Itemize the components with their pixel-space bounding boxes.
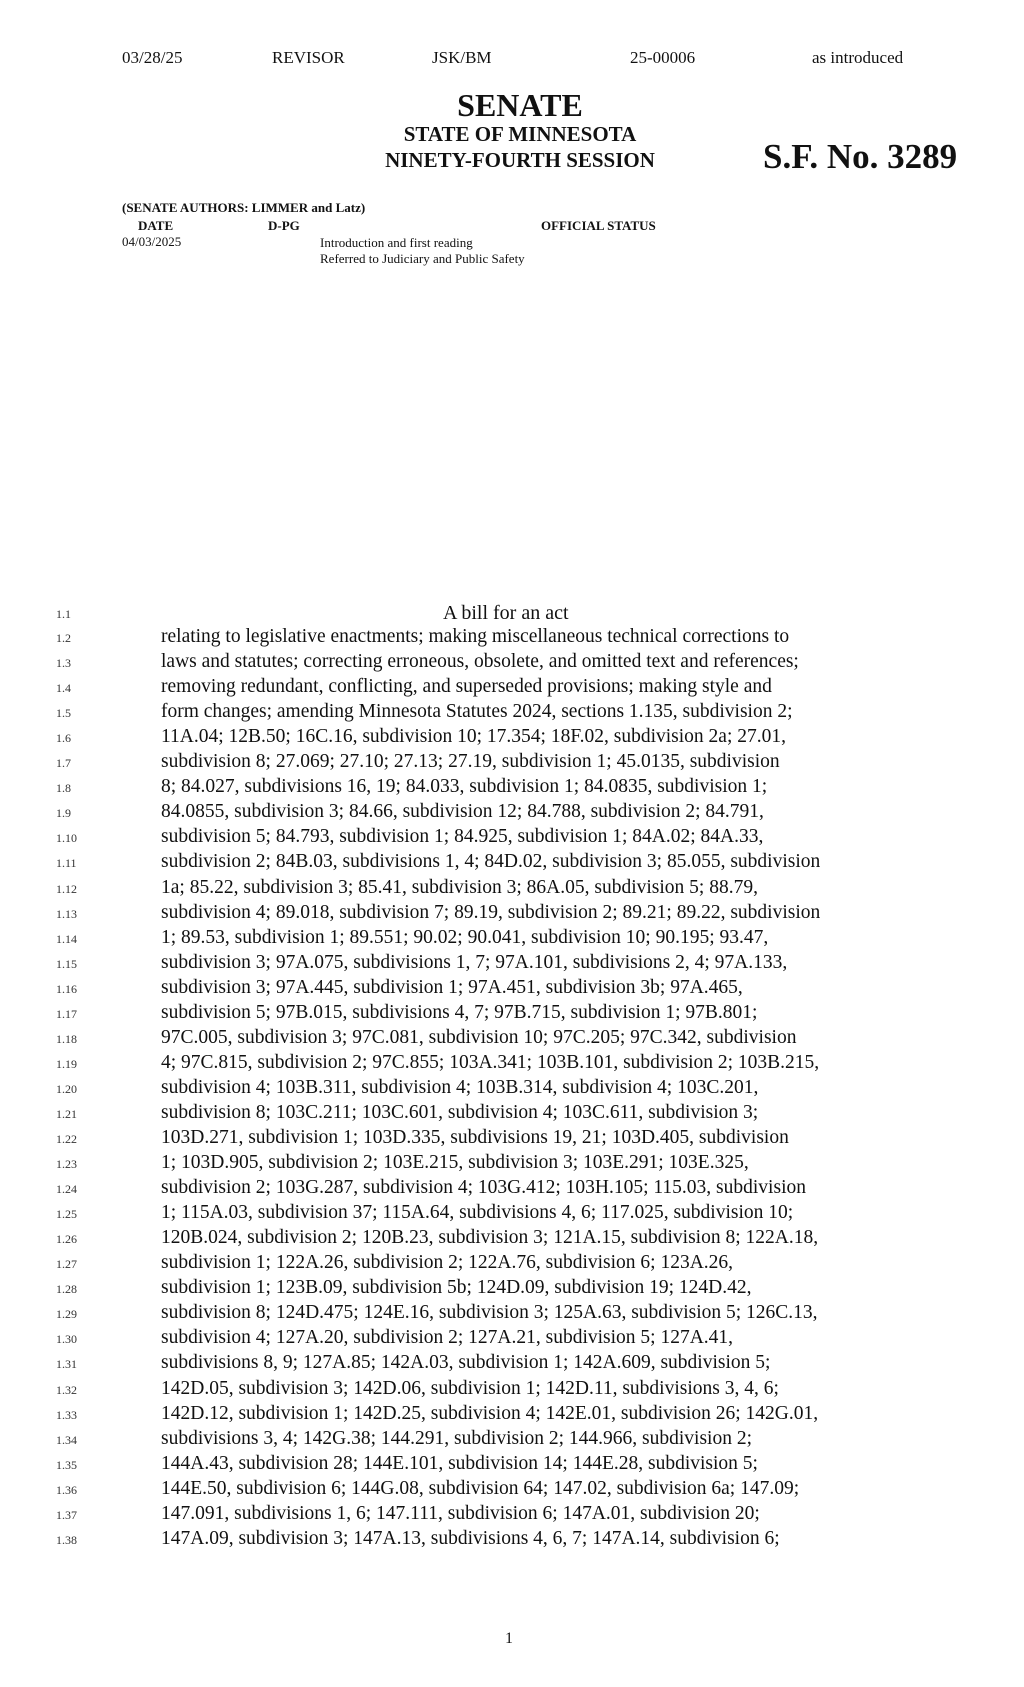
bill-line [0, 1028, 1024, 1053]
line-number: 1.34 [56, 1432, 77, 1447]
line-number: 1.17 [56, 1006, 77, 1021]
line-text: subdivisions 3, 4; 142G.38; 144.291, subdivision 2; 144.966, subdivision 2; [161, 1427, 753, 1449]
line-number: 1.38 [56, 1532, 77, 1547]
line-text: 11A.04; 12B.50; 16C.16, subdivision 10; 17.354; 18F.02, subdivision 2a; 27.01, [161, 726, 787, 748]
line-text: form changes; amending Minnesota Statutes 2024, sections 1.135, subdivision 2; [161, 701, 793, 723]
bill-line [0, 727, 1024, 752]
line-text: subdivision 4; 127A.20, subdivision 2; 127A.21, subdivision 5; 127A.41, [161, 1327, 734, 1349]
line-text: 142D.12, subdivision 1; 142D.25, subdivision 4; 142E.01, subdivision 26; 142G.01, [161, 1402, 819, 1424]
bill-line [0, 928, 1024, 953]
line-number: 1.28 [56, 1282, 77, 1297]
line-number: 1.37 [56, 1507, 77, 1522]
line-number: 1.3 [56, 656, 71, 671]
line-number: 1.32 [56, 1382, 77, 1397]
line-number: 1.16 [56, 981, 77, 996]
bill-title: A bill for an act [443, 602, 569, 624]
bill-line [0, 1353, 1024, 1378]
bill-line [0, 627, 1024, 652]
page-number: 1 [505, 1630, 513, 1647]
line-text: 97C.005, subdivision 3; 97C.081, subdivision 10; 97C.205; 97C.342, subdivision [161, 1026, 797, 1048]
bill-line [0, 1203, 1024, 1228]
line-number: 1.1 [56, 607, 71, 621]
line-text: subdivision 5; 84.793, subdivision 1; 84.925, subdivision 1; 84A.02; 84A.33, [161, 826, 764, 848]
line-text: subdivision 3; 97A.445, subdivision 1; 97A.451, subdivision 3b; 97A.465, [161, 976, 743, 998]
session-title: NINETY-FOURTH SESSION [385, 148, 655, 172]
bill-line [0, 1178, 1024, 1203]
bill-line [0, 702, 1024, 727]
line-text: 144E.50, subdivision 6; 144G.08, subdivision 64; 147.02, subdivision 6a; 147.09; [161, 1477, 800, 1499]
status-entry-date: 04/03/2025 [122, 234, 182, 249]
line-text: subdivision 8; 124D.475; 124E.16, subdivision 3; 125A.63, subdivision 5; 126C.13, [161, 1302, 818, 1324]
line-number: 1.25 [56, 1207, 77, 1222]
bill-line [0, 802, 1024, 827]
bill-line [0, 652, 1024, 677]
line-text: 144A.43, subdivision 28; 144E.101, subdivision 14; 144E.28, subdivision 5; [161, 1452, 758, 1474]
line-text: subdivision 5; 97B.015, subdivisions 4, 7; 97B.715, subdivision 1; 97B.801; [161, 1001, 758, 1023]
line-number: 1.21 [56, 1106, 77, 1121]
line-text: subdivision 1; 122A.26, subdivision 2; 122A.76, subdivision 6; 123A.26, [161, 1252, 734, 1274]
bill-line [0, 1103, 1024, 1128]
chamber-title: SENATE [457, 87, 583, 123]
bill-line [0, 1404, 1024, 1429]
bill-line [0, 1078, 1024, 1103]
line-text: 1; 115A.03, subdivision 37; 115A.64, subdivisions 4, 6; 117.025, subdivision 10; [161, 1202, 794, 1224]
header-status: as introduced [812, 48, 904, 67]
line-number: 1.10 [56, 831, 77, 846]
line-text: 84.0855, subdivision 3; 84.66, subdivision 12; 84.788, subdivision 2; 84.791, [161, 801, 764, 823]
bill-line [0, 953, 1024, 978]
bill-line [0, 1479, 1024, 1504]
bill-number: S.F. No. 3289 [763, 137, 958, 176]
line-number: 1.7 [56, 756, 71, 771]
line-text: removing redundant, conflicting, and superseded provisions; making style and [161, 676, 772, 698]
bill-line [0, 978, 1024, 1003]
line-number: 1.26 [56, 1232, 77, 1247]
line-text: subdivision 3; 97A.075, subdivisions 1, 7; 97A.101, subdivisions 2, 4; 97A.133, [161, 951, 788, 973]
bill-line [0, 1253, 1024, 1278]
line-number: 1.18 [56, 1031, 77, 1046]
line-number: 1.29 [56, 1307, 77, 1322]
status-col-date: DATE [138, 218, 174, 233]
header-doc-number: 25-00006 [630, 48, 696, 67]
bill-line [0, 1429, 1024, 1454]
line-text: 103D.271, subdivision 1; 103D.335, subdivisions 19, 21; 103D.405, subdivision [161, 1127, 789, 1148]
header-initials: JSK/BM [432, 48, 492, 67]
line-text: 4; 97C.815, subdivision 2; 97C.855; 103A.341; 103B.101, subdivision 2; 103B.215, [161, 1051, 820, 1073]
line-number: 1.2 [56, 631, 71, 645]
bill-line [0, 852, 1024, 877]
line-number: 1.15 [56, 956, 77, 971]
bill-line [0, 1303, 1024, 1328]
bill-line [0, 1379, 1024, 1404]
status-entry-line1: Introduction and first reading [320, 235, 473, 250]
bill-line [0, 1454, 1024, 1479]
line-number: 1.9 [56, 806, 71, 821]
line-number: 1.24 [56, 1182, 77, 1197]
bill-line [0, 1153, 1024, 1178]
bill-line [0, 1529, 1024, 1554]
line-text: 147.091, subdivisions 1, 6; 147.111, subdivision 6; 147A.01, subdivision 20; [161, 1502, 760, 1524]
line-number: 1.31 [56, 1357, 77, 1372]
line-number: 1.11 [56, 856, 77, 871]
bill-line [0, 752, 1024, 777]
bill-line [0, 1128, 1024, 1153]
line-number: 1.12 [56, 881, 77, 896]
line-text: relating to legislative enactments; making miscellaneous technical corrections to [161, 626, 790, 647]
state-title: STATE OF MINNESOTA [403, 122, 637, 146]
line-number: 1.13 [56, 906, 77, 921]
line-text: laws and statutes; correcting erroneous, obsolete, and omitted text and references; [161, 651, 799, 673]
bill-line [0, 1328, 1024, 1353]
line-number: 1.22 [56, 1132, 77, 1146]
line-number: 1.6 [56, 731, 71, 746]
bill-line [0, 903, 1024, 928]
line-text: subdivision 8; 27.069; 27.10; 27.13; 27.19, subdivision 1; 45.0135, subdivision [161, 751, 780, 773]
line-text: subdivision 1; 123B.09, subdivision 5b; 124D.09, subdivision 19; 124D.42, [161, 1277, 752, 1299]
bill-line [0, 1053, 1024, 1078]
header-date: 03/28/25 [122, 48, 183, 67]
line-number: 1.5 [56, 706, 71, 721]
line-number: 1.35 [56, 1457, 77, 1472]
line-text: 8; 84.027, subdivisions 16, 19; 84.033, subdivision 1; 84.0835, subdivision 1; [161, 776, 768, 798]
senate-authors: (SENATE AUTHORS: LIMMER and Latz) [122, 200, 366, 215]
bill-line [0, 677, 1024, 702]
line-text: 120B.024, subdivision 2; 120B.23, subdivision 3; 121A.15, subdivision 8; 122A.18, [161, 1227, 819, 1249]
bill-line [0, 1278, 1024, 1303]
line-number: 1.19 [56, 1056, 77, 1071]
line-text: 142D.05, subdivision 3; 142D.06, subdivision 1; 142D.11, subdivisions 3, 4, 6; [161, 1377, 779, 1399]
line-number: 1.23 [56, 1157, 77, 1172]
line-text: subdivisions 8, 9; 127A.85; 142A.03, subdivision 1; 142A.609, subdivision 5; [161, 1352, 771, 1374]
line-text: subdivision 4; 89.018, subdivision 7; 89.19, subdivision 2; 89.21; 89.22, subdivision [161, 901, 821, 923]
bill-line [0, 827, 1024, 852]
line-number: 1.20 [56, 1081, 77, 1096]
line-text: subdivision 8; 103C.211; 103C.601, subdivision 4; 103C.611, subdivision 3; [161, 1101, 759, 1123]
line-number: 1.27 [56, 1257, 77, 1272]
header-revisor: REVISOR [272, 48, 345, 67]
bill-line [0, 1003, 1024, 1028]
line-number: 1.33 [56, 1407, 77, 1422]
line-text: 1a; 85.22, subdivision 3; 85.41, subdivision 3; 86A.05, subdivision 5; 88.79, [161, 876, 758, 898]
line-text: subdivision 2; 84B.03, subdivisions 1, 4; 84D.02, subdivision 3; 85.055, subdivision [161, 851, 821, 873]
line-text: subdivision 4; 103B.311, subdivision 4; 103B.314, subdivision 4; 103C.201, [161, 1076, 759, 1098]
line-text: 1; 89.53, subdivision 1; 89.551; 90.02; 90.041, subdivision 10; 90.195; 93.47, [161, 926, 769, 948]
line-number: 1.36 [56, 1482, 77, 1497]
bill-line [0, 1504, 1024, 1529]
line-number: 1.8 [56, 781, 71, 796]
status-entry-line2: Referred to Judiciary and Public Safety [320, 251, 525, 266]
bill-line [0, 1228, 1024, 1253]
line-number: 1.4 [56, 681, 71, 696]
bill-line [0, 878, 1024, 903]
line-number: 1.30 [56, 1332, 77, 1347]
line-text: 1; 103D.905, subdivision 2; 103E.215, subdivision 3; 103E.291; 103E.325, [161, 1152, 749, 1174]
status-col-official: OFFICIAL STATUS [541, 218, 656, 233]
status-col-dpg: D-PG [268, 218, 300, 233]
bill-line [0, 777, 1024, 802]
line-number: 1.14 [56, 931, 77, 946]
line-text: 147A.09, subdivision 3; 147A.13, subdivisions 4, 6, 7; 147A.14, subdivision 6; [161, 1527, 780, 1549]
line-text: subdivision 2; 103G.287, subdivision 4; 103G.412; 103H.105; 115.03, subdivision [161, 1177, 806, 1199]
